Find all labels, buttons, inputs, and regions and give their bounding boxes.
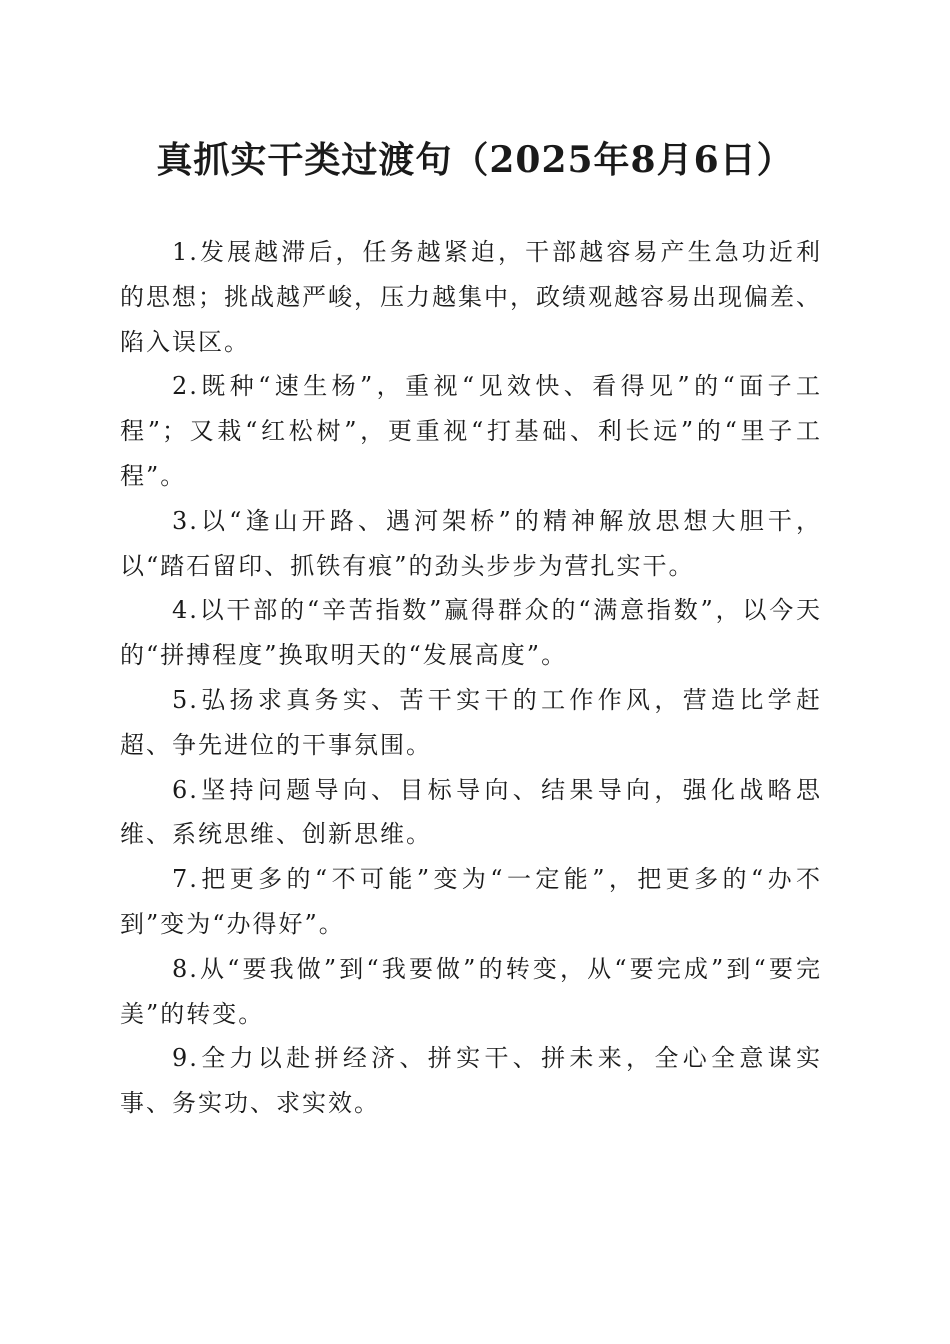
paragraph-4: 4.以干部的“辛苦指数”赢得群众的“满意指数”，以今天的“拼搏程度”换取明天的“发展高度”。 — [120, 596, 822, 670]
document-title: 真抓实干类过渡句（2025年8月6日） — [156, 139, 794, 181]
paragraph-7: 7.把更多的“不可能”变为“一定能”，把更多的“办不到”变为“办得好”。 — [120, 865, 822, 938]
paragraph-2: 2.既种“速生杨”，重视“见效快、看得见”的“面子工程”；又栽“红松树”，更重视“打基础、利长远”的“里子工程”。 — [120, 372, 822, 490]
paragraph-6: 6.坚持问题导向、目标导向、结果导向，强化战略思维、系统思维、创新思维。 — [120, 775, 822, 849]
document-body — [120, 230, 822, 1126]
paragraph-5: 5.弘扬求真务实、苦干实干的工作作风，营造比学赶超、争先进位的干事氛围。 — [120, 685, 822, 759]
paragraph-3: 3.以“逢山开路、遇河架桥”的精神解放思想大胆干，以“踏石留印、抓铁有痕”的劲头步步为营扎实干。 — [120, 506, 822, 580]
paragraph-1: 1.发展越滞后，任务越紧迫，干部越容易产生急功近利的思想；挑战越严峻，压力越集中，政绩观越容易出现偏差、陷入误区。 — [120, 238, 822, 356]
paragraph-8: 8.从“要我做”到“我要做”的转变，从“要完成”到“要完美”的转变。 — [120, 954, 822, 1028]
paragraph-9: 9.全力以赴拼经济、拼实干、拼未来，全心全意谋实事、务实功、求实效。 — [120, 1044, 822, 1118]
